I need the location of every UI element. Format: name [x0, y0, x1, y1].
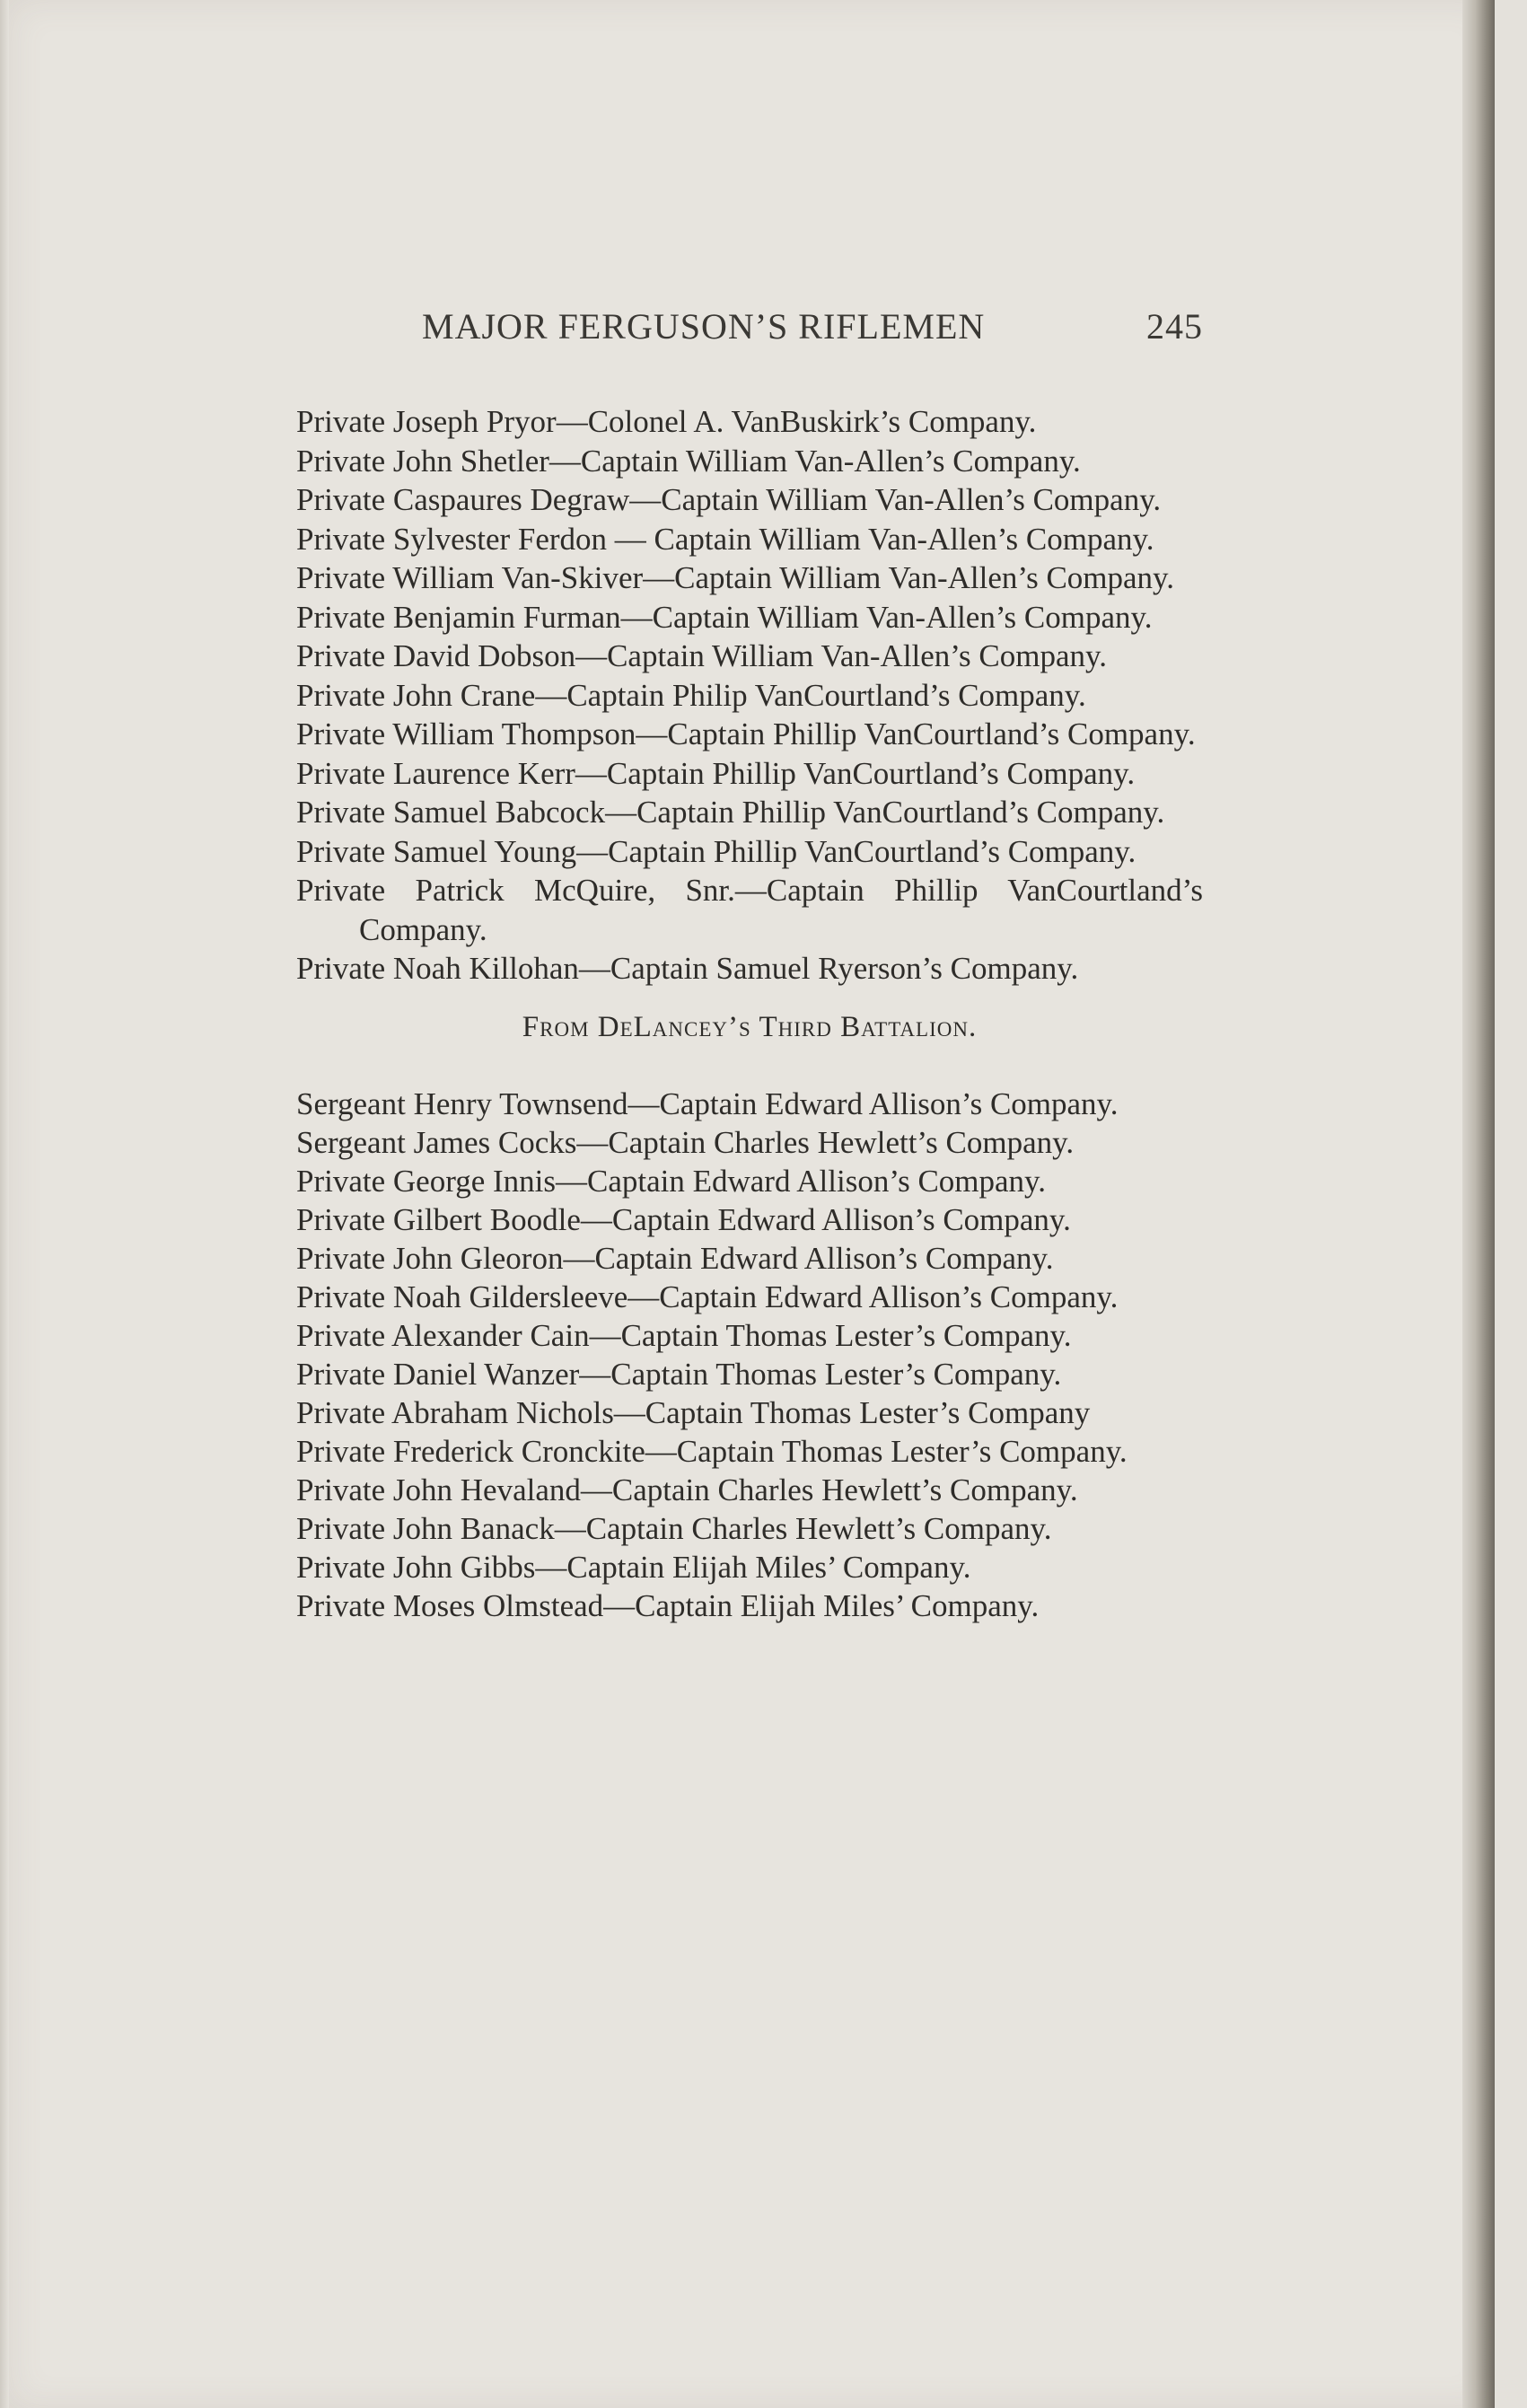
roster-entry: Private Samuel Young—Captain Phillip VanCourtland’s Company. [296, 833, 1136, 869]
roster-entry: Sergeant James Cocks—Captain Charles Hewlett’s Company. [296, 1125, 1075, 1160]
roster-entry: Private George Innis—Captain Edward Allison’s Company. [296, 1164, 1047, 1199]
roster-section-2 [296, 1085, 1203, 1625]
page-left-edge [0, 0, 9, 2408]
roster-entry: Private Abraham Nichols—Captain Thomas Lester’s Company [296, 1395, 1091, 1430]
roster-entry: Private William Van-Skiver—Captain William Van-Allen’s Company. [296, 560, 1175, 595]
section-heading: From DeLancey’s Third Battalion. [522, 1010, 978, 1043]
roster-entry: Private Benjamin Furman—Captain William Van-Allen’s Company. [296, 599, 1153, 635]
page-body [296, 402, 1203, 1625]
roster-entry: Private Moses Olmstead—Captain Elijah Miles’ Company. [296, 1588, 1040, 1623]
roster-entry: Private Joseph Pryor—Colonel A. VanBuskirk’s Company. [296, 404, 1037, 439]
roster-entry: Private John Gibbs—Captain Elijah Miles’ Company. [296, 1550, 971, 1585]
roster-entry: Private Frederick Cronckite—Captain Thomas Lester’s Company. [296, 1434, 1128, 1469]
roster-entry: Private Gilbert Boodle—Captain Edward Allison’s Company. [296, 1202, 1071, 1237]
running-title: MAJOR FERGUSON’S RIFLEMEN [422, 306, 986, 347]
roster-entry: Sergeant Henry Townsend—Captain Edward Allison’s Company. [296, 1086, 1119, 1121]
roster-entry: Private John Crane—Captain Philip VanCourtland’s Company. [296, 677, 1086, 713]
roster-entry: Private Noah Killohan—Captain Samuel Ryerson’s Company. [296, 951, 1079, 986]
roster-entry: Private David Dobson—Captain William Van-Allen’s Company. [296, 638, 1107, 673]
roster-entry: Private Caspaures Degraw—Captain William Van-Allen’s Company. [296, 482, 1162, 517]
roster-entry: Private Noah Gildersleeve—Captain Edward Allison’s Company. [296, 1279, 1119, 1314]
roster-entry: Private Patrick McQuire, Snr.—Captain Phillip VanCourtland’s Company. [296, 873, 1203, 947]
roster-entry: Private William Thompson—Captain Phillip VanCourtland’s Company. [296, 716, 1196, 751]
roster-entry: Private Samuel Babcock—Captain Phillip VanCourtland’s Company. [296, 795, 1165, 830]
roster-entry: Private John Hevaland—Captain Charles Hewlett’s Company. [296, 1472, 1078, 1507]
page-number: 245 [1146, 306, 1203, 347]
roster-entry: Private Daniel Wanzer—Captain Thomas Lester’s Company. [296, 1357, 1062, 1392]
running-head [422, 305, 1212, 359]
book-gutter [1462, 0, 1495, 2408]
roster-section-1 [296, 402, 1203, 989]
roster-entry: Private Laurence Kerr—Captain Phillip VanCourtland’s Company. [296, 755, 1136, 791]
roster-entry: Private Sylvester Ferdon — Captain William Van-Allen’s Company. [296, 521, 1154, 557]
roster-entry: Private John Gleoron—Captain Edward Allison’s Company. [296, 1241, 1054, 1276]
roster-entry: Private Alexander Cain—Captain Thomas Lester’s Company. [296, 1318, 1072, 1353]
roster-entry: Private John Banack—Captain Charles Hewlett’s Company. [296, 1511, 1052, 1546]
roster-entry: Private John Shetler—Captain William Van-Allen’s Company. [296, 443, 1081, 479]
